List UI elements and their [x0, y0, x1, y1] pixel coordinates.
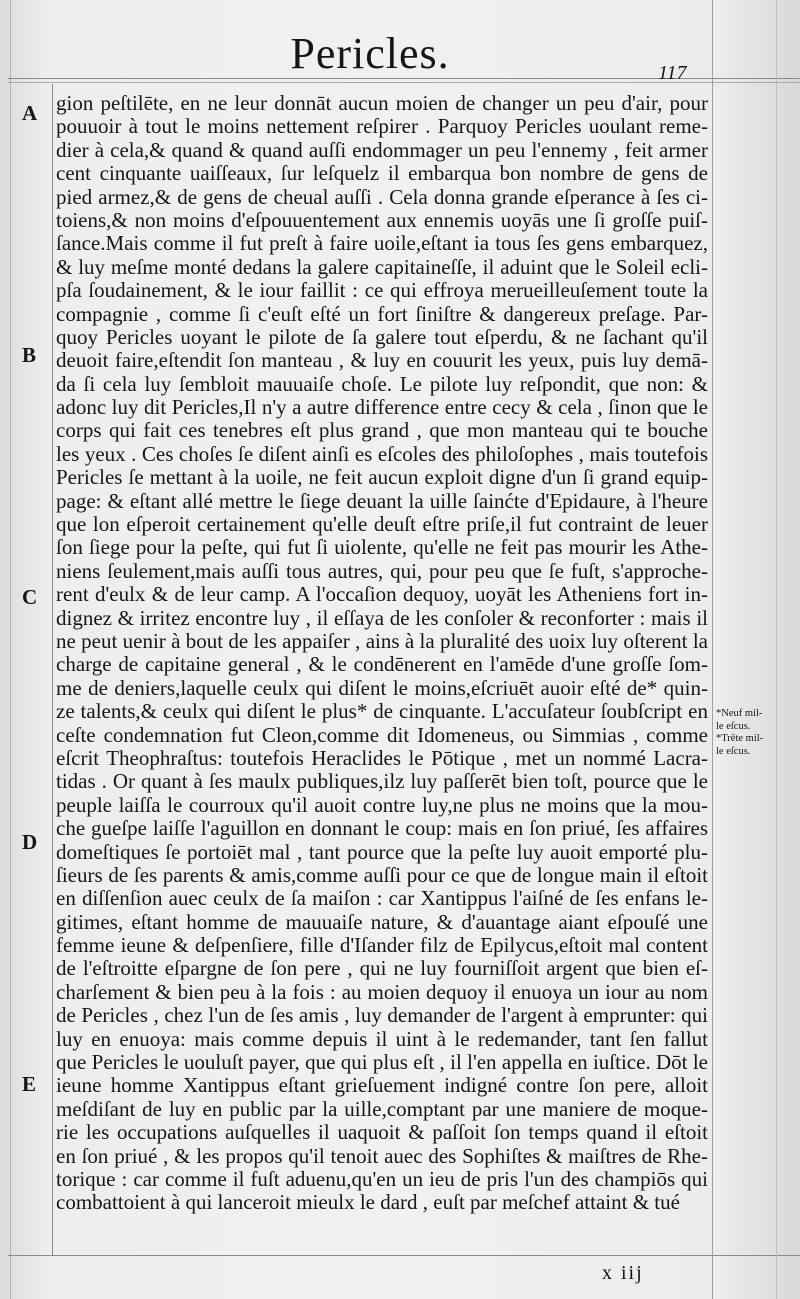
text-line: dier à cela,& quand & quand auſſi endommager un peu l'ennemy , feit armer: [56, 138, 708, 162]
text-line: dignez & irritez encontre luy , il eſſaya de les conſoler & reconforter : mais il: [56, 606, 708, 630]
body-text: [56, 92, 708, 1215]
text-line: rie les occupations auſquelles il uaquoit & paſſoit ſon temps quand il eſtoit: [56, 1121, 708, 1145]
text-line: rent d'eulx & de leur camp. A l'occaſion dequoy, uoyāt les Atheniens fort in-: [56, 583, 708, 607]
text-line: torique : car comme il fuſt aduenu,qu'en un ieu de pris l'un des champiōs qui: [56, 1167, 708, 1191]
text-line: me de deniers,laquelle ceulx qui diſent le moins,eſcriuēt auoir eſté de* quin-: [56, 676, 708, 700]
outer-margin-rule: [776, 0, 777, 1299]
margin-letter-c: C: [22, 585, 38, 609]
text-line: charſement & bien peu à la fois : au moien dequoy il enuoya un iour au nom: [56, 980, 708, 1004]
text-line: ne peut uenir à bout de les appaiſer , ains à la pluralité des uoix luy oſterent la: [56, 629, 708, 653]
margin-letter-e: E: [22, 1072, 37, 1096]
text-line: tidas . Or quant à ſes maulx publiques,ilz luy paſſerēt bien toſt, pource que le: [56, 770, 708, 794]
text-line: les yeux . Ces choſes ſe diſent ainſi es eſcoles des philoſophes , mais toutefois: [56, 442, 708, 466]
text-line: quoy Pericles uoyant le pilote de ſa galere tout eſperdu, & ne ſachant qu'il: [56, 325, 708, 349]
text-line: & luy meſme monté dedans la galere capitaineſſe, il aduint que le Soleil ecli-: [56, 255, 708, 279]
text-line: femme ieune & deſpenſiere, fille d'Iſander filz de Epilycus,eſtoit mal content: [56, 934, 708, 958]
margin-note: [716, 708, 796, 758]
text-line: gitimes, eſtant homme de mauuaiſe nature, & d'auantage aiant eſpouſé une: [56, 910, 708, 934]
text-line: ze talents,& ceulx qui diſent le plus* de cinquante. L'accuſateur ſoubſcript en: [56, 700, 708, 724]
text-line: combattoient à qui lanceroit mieulx le dard , euſt par meſchef attaint & tué: [56, 1191, 680, 1215]
text-line: meſdiſant de luy en public par la uille,comptant par une maniere de moque-: [56, 1097, 708, 1121]
text-line: que Pericles le uouluſt payer, que qui plus eſt , il l'en appella en iuſtice. Dōt le: [56, 1051, 708, 1075]
signature-mark: x iij: [602, 1262, 644, 1284]
text-line: de l'eſtroitte eſpargne de ſon pere , qui ne luy fourniſſoit argent que bien eſ-: [56, 957, 708, 981]
margin-letter-a: A: [22, 101, 38, 125]
text-line: niens ſeulement,mais auſſi tous autres, qui, pour peu que ſe fuſt, s'approche-: [56, 559, 708, 583]
text-line: ſon ſiege pour la peſte, qui fut ſi uiolente, qu'elle ne feit pas mourir les Athe-: [56, 536, 708, 560]
margin-note-line: *Trēte mil-: [716, 733, 764, 744]
margin-note-line: le eſcus.: [716, 720, 751, 732]
page-number: 117: [658, 62, 687, 84]
text-line: da ſi cela luy ſembloit mauuaiſe choſe. Le pilote luy reſpondit, que non: &: [56, 372, 708, 396]
footer-rule: [8, 1255, 800, 1256]
text-line: de Pericles , chez l'un de ſes amis , luy demander de l'argent à emprunter: qui: [56, 1004, 708, 1028]
right-margin-rule: [712, 0, 713, 1299]
text-line: pouuoir à tout le moins nettement reſpirer . Parquoy Pericles uoulant reme-: [56, 115, 708, 139]
text-line: deuoit faire,eſtendit ſon manteau , & luy en couurit les yeux, puis luy demā-: [56, 349, 708, 373]
page-edge-line: [10, 0, 11, 1299]
text-line: peuple laiſſa le courroux qu'il auoit contre luy,ne plus ne moins que la mou-: [56, 793, 708, 817]
text-line: Pericles ſe mettant à la uoile, ne feit aucun exploit digne d'un ſi grand equip-: [56, 466, 708, 490]
text-line: charge de capitaine general , & le condēnerent en l'amēde d'une groſſe ſom-: [56, 653, 708, 677]
text-line: luy en enuoya: mais comme depuis il uint à le redemander, tant ſen fallut: [56, 1027, 708, 1051]
text-line: eſcrit Theophraſtus: toutefois Heraclides le Pōtique , met un nommé Lacra-: [56, 746, 708, 770]
text-line: ſieurs de ſes parents & amis,comme auſſi pour ce que de longue main il eſtoit: [56, 863, 708, 887]
text-line: gion peſtilēte, en ne leur donnāt aucun moien de changer un peu d'air, pour: [56, 92, 708, 115]
left-margin-rule: [52, 84, 53, 1255]
margin-letter-b: B: [22, 343, 37, 367]
text-line: cent cinquante uaiſſeaux, ſur leſquelz il embarqua bon nombre de gens de: [56, 162, 708, 186]
text-line: que lon eſperoit certainement qu'elle deuſt eſtre priſe,il fut contraint de leuer: [56, 513, 708, 537]
margin-letter-d: D: [22, 830, 38, 854]
text-line: domeſtiques ſe portoiēt mal , tant pource que la peſte luy auoit emporté plu-: [56, 840, 708, 864]
text-line: ceſte condemnation fut Cleon,comme dit Idomeneus, ou Simmias , comme: [56, 723, 708, 747]
text-line: che gueſpe laiſſe l'aguillon en donnant le coup: mais en ſon priué, ſes affaires: [56, 817, 708, 841]
text-line: pied armez,& de gens de cheual auſſi . Cela donna grande eſperance à ſes ci-: [56, 185, 708, 209]
margin-note-line: le eſcus.: [716, 745, 751, 757]
text-line: en ſon priué , & les propos qu'il tenoit auec des Sophiſtes & maiſtres de Rhe-: [56, 1144, 708, 1168]
text-line: en diſſenſion auec ceulx de ſa maiſon : car Xantippus l'aiſné de ſes enfans le-: [56, 887, 708, 911]
text-line: pſa ſoudainement, & le iour faillit : ce qui effroya merueilleuſement toute la: [56, 279, 708, 303]
text-line: toiens,& non moins d'eſpouuentement aux ennemis uoyās une ſi groſſe puiſ-: [56, 208, 708, 232]
text-line: ſance.Mais comme il fut preſt à faire uoile,eſtant ia tous ſes gens embarquez,: [56, 232, 708, 256]
text-line: compagnie , comme ſi c'euſt eſté un fort ſiniſtre & dangereux preſage. Par-: [56, 302, 708, 326]
text-line: page: & eſtant allé mettre le ſiege deuant la uille ſainćte d'Epidaure, à l'heure: [56, 489, 708, 513]
page-title: Pericles.: [290, 29, 450, 78]
text-line: corps qui fait ces tenebres eſt plus grand , que mon manteau qui te bouche: [56, 419, 708, 443]
margin-note-line: *Neuf mil-: [716, 708, 763, 719]
text-line: ieune homme Xantippus eſtant grieſuement indigné contre ſon pere, alloit: [56, 1074, 708, 1098]
text-line: adonc luy dit Pericles,Il n'y a autre difference entre cecy & cela , ſinon que le: [56, 396, 708, 420]
